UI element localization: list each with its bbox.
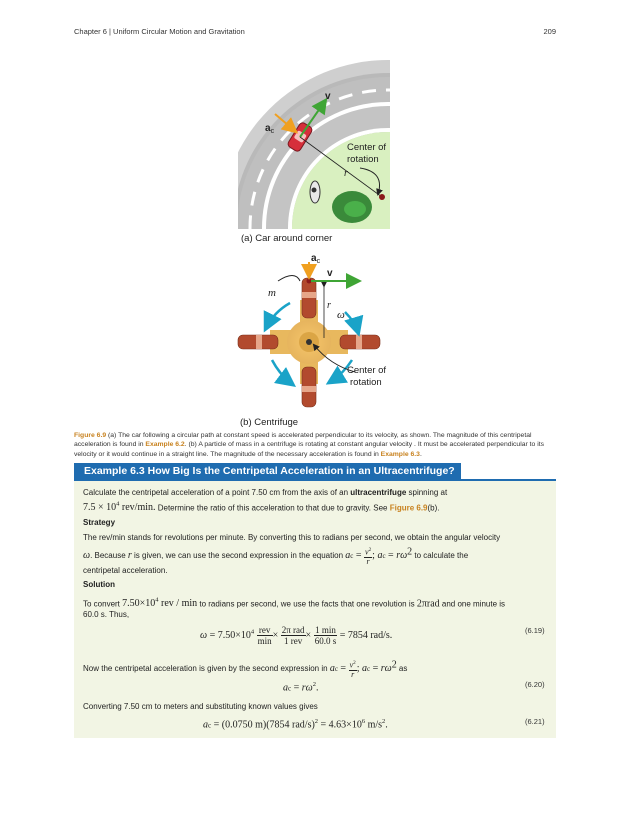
center-point-a <box>379 194 385 200</box>
caption-b-label: (b) Centrifuge <box>240 417 299 428</box>
center-label-a-line1: Center of <box>347 142 387 153</box>
page-number: 209 <box>543 27 556 36</box>
chapter-title: Chapter 6 | Uniform Circular Motion and Gravitation <box>74 27 245 36</box>
center-label-b-line2: rotation <box>350 377 382 388</box>
figure-label: Figure 6.9 <box>74 432 107 439</box>
caption-a-label: (a) Car around corner <box>241 233 333 244</box>
velocity-label-b: v <box>327 268 333 279</box>
equation-number-6-21: (6.21) <box>525 717 545 726</box>
omega-label-b: ω <box>337 309 345 321</box>
intro-line-2: $7.5 \times 10^4$ rev/min. Determine the ratio of this acceleration to that due to gravity. See Figure 6.9(b). <box>83 501 440 514</box>
radius-label-b: r <box>327 300 331 311</box>
velocity-label-a: v <box>325 91 331 102</box>
solution-heading: Solution <box>83 580 115 589</box>
example-title: Example 6.3 How Big Is the Centripetal Acceleration in an Ultracentrifuge? <box>74 463 461 480</box>
radius-label-a: r <box>344 168 348 179</box>
strategy-heading: Strategy <box>83 518 116 527</box>
ac-label-b: $a_c$ <box>311 253 321 265</box>
figure-caption: Figure 6.9 (a) The car following a circular path at constant speed is accelerated perpendicular to its velocity, as shown. The magnitude of this centripetal acceleration is found in Example 6.2. (b) A particle of mass in a centrifuge is rotating at constant angular velocity . It must be accelerated perpendicular to its velocity or it would continue in a straight line. The magnitude of the necessary acceleration is found in Example 6.3. <box>74 432 545 458</box>
solution-line-4: Converting 7.50 cm to meters and substituting known values gives <box>83 702 318 711</box>
center-label-b-line1: Center of <box>347 365 387 376</box>
example-6-3-link[interactable]: Example 6.3 <box>380 450 420 458</box>
intro-line-1: Calculate the centripetal acceleration of a point 7.50 cm from the axis of an ultracentrifuge spinning at <box>83 488 448 497</box>
equation-6-21: ac = (0.0750 m)(7854 $rad/s)^2 = 4.63\times 10^6$ $m/s^2$. <box>203 718 388 731</box>
strategy-line-3: centripetal acceleration. <box>83 566 168 575</box>
equation-number-6-20: (6.20) <box>525 680 545 689</box>
strategy-line-1: The rev/min stands for revolutions per minute. By converting this to radians per second, we obtain the angular velocity <box>83 533 501 542</box>
solution-line-2: 60.0 s. Thus, <box>83 610 130 619</box>
solution-line-3: Now the centripetal acceleration is given by the second expression in ac = $\frac{v^2}{r}$ ; ac = $r\omega^2$ as <box>83 659 408 679</box>
equation-number-6-19: (6.19) <box>525 626 545 635</box>
center-label-a-line2: rotation <box>347 154 379 165</box>
example-6-2-link[interactable]: Example 6.2 <box>145 441 185 449</box>
equation-6-19: $\omega = 7.50\times 10^4$ $\frac{\text{rev}}{\min}$ × $\frac{\text{2π rad}}{\text{1 rev}}$ × $\frac{1 \min}{60.0 s}$ = 7854 rad/s. <box>200 625 393 646</box>
figure-6-9-link[interactable]: Figure 6.9 <box>389 503 428 513</box>
mass-point-b <box>307 279 312 284</box>
ac-label-a: $a_c$ <box>265 123 275 135</box>
mass-label-b: m <box>268 287 276 299</box>
solution-line-1: To convert $7.50\times 10^4$ rev / min to radians per second, we use the facts that one revolution is 2πrad and one minute is <box>83 597 506 610</box>
strategy-line-2: ω. Because r is given, we can use the second expression in the equation ac = $\frac{v^2}{r}$ ; ac = $r\omega^2$ to calculate the <box>83 546 469 566</box>
example-box <box>74 481 556 738</box>
equation-6-20: ac = $r\omega^2$. <box>283 681 319 694</box>
